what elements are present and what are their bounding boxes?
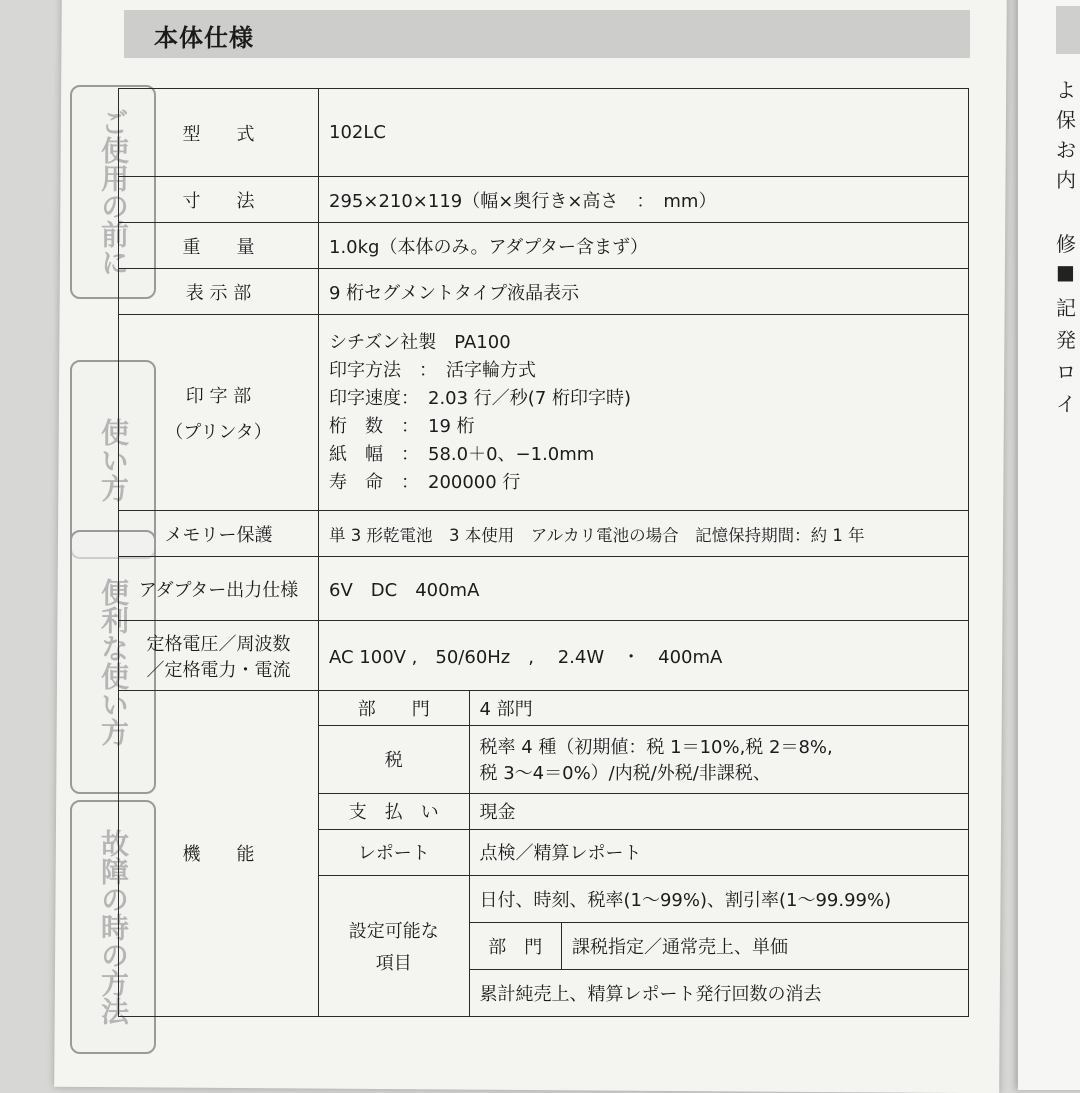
spec-row-adapter [119,557,969,621]
settings-subtable [469,875,968,1016]
spec-value: 295×210×119（幅×奥行き×高さ ： mm） [319,177,969,223]
next-page-text: 記 [1056,296,1076,320]
function-label [319,875,469,1016]
next-page-text: 修 [1056,232,1076,256]
spec-row-display [119,269,969,315]
spec-value: 6V DC 400mA [319,557,969,621]
function-row-tax [319,725,968,793]
function-label: 税 [319,725,469,793]
page-title: 本体仕様 [154,24,254,52]
next-page-text: イ [1056,392,1076,416]
printer-line: 印字方法 ： 活字輪方式 [329,359,536,381]
next-page-text: 保 [1056,108,1076,132]
settings-value: 日付、時刻、税率(1〜99%)、割引率(1〜99.99%) [479,889,892,911]
function-label: 支 払 い [319,793,469,829]
spec-value: AC 100V , 50/60Hz , 2.4W ・ 400mA [319,621,969,691]
tab-advanced-use: 便利な使い方 [70,530,156,794]
tab-how-to-use: 使い方 [70,360,156,559]
settings-label-line: 設定可能な [348,920,439,942]
spec-value [319,315,969,511]
section-header [124,10,970,58]
settings-row [470,876,969,923]
spec-value: 102LC [319,89,969,177]
spec-row-memory [119,511,969,557]
printer-line: 紙 幅 ： 58.0＋0、−1.0mm [329,443,595,465]
next-page [1018,0,1080,1090]
spec-value: 1.0kg（本体のみ。アダプター含まず） [319,223,969,269]
printer-line: シチズン社製 PA100 [329,331,511,353]
tab-before-use: ご使用の前に [70,85,156,299]
spec-label [119,315,319,511]
spec-table [118,88,969,1017]
spec-label [119,621,319,691]
function-row-report [319,829,968,875]
spec-row-model [119,89,969,177]
function-value: 4 部門 [469,691,968,725]
spec-label: 重 量 [119,223,319,269]
spec-row-functions [119,691,969,1017]
function-value: 点検／精算レポート [469,829,968,875]
spec-value: 9 桁セグメントタイプ液晶表示 [319,269,969,315]
spec-label: 寸 法 [119,177,319,223]
spec-label: メモリー保護 [119,511,319,557]
printer-line: 印字速度： 2.03 行／秒(7 桁印字時) [329,387,632,409]
function-value [469,725,968,793]
settings-row [470,969,969,1016]
spec-label-line: 印 字 部 [185,385,252,407]
functions-subtable [319,691,969,1017]
spec-row-weight [119,223,969,269]
next-page-header [1056,6,1080,54]
spec-row-dimensions [119,177,969,223]
printer-line: 桁 数 ： 19 桁 [329,415,475,437]
settings-row [470,922,969,969]
next-page-text: よ [1056,78,1076,102]
function-row-payment [319,793,968,829]
spec-label-line: ／定格電力・電流 [146,659,291,681]
settings-dept-label: 部 門 [470,922,562,969]
next-page-text: 発 [1056,328,1076,352]
spec-value: 単 3 形乾電池 3 本使用 アルカリ電池の場合 記憶保持期間：約 1 年 [319,511,969,557]
settings-dept-value: 課税指定／通常売上、単価 [562,922,969,969]
spec-label: アダプター出力仕様 [119,557,319,621]
spec-label-line: 定格電圧／周波数 [146,633,291,655]
spec-label-line: （プリンタ） [165,421,272,443]
printer-line: 寿 命 ： 200000 行 [329,471,521,493]
next-page-text: ロ [1056,360,1076,384]
spec-label: 表 示 部 [119,269,319,315]
next-page-text: ■ [1056,260,1075,284]
settings-value: 累計純売上、精算レポート発行回数の消去 [470,969,969,1016]
function-label: 部 門 [319,691,469,725]
spec-row-rating [119,621,969,691]
spec-label: 型 式 [119,89,319,177]
tax-line: 税率 4 種（初期値：税 1＝10%,税 2＝8%, [479,737,833,758]
spec-label: 機 能 [119,691,319,1017]
function-label: レポート [319,829,469,875]
function-value: 現金 [469,793,968,829]
spec-row-printer [119,315,969,511]
next-page-text: 内 [1056,168,1076,192]
tax-line: 税 3〜4＝0%）/内税/外税/非課税、 [479,763,771,784]
next-page-text: お [1056,138,1076,162]
function-row-settings [319,875,968,1016]
tab-troubleshooting: 故障の時の方法 [70,800,156,1054]
settings-label-line: 項目 [375,952,412,974]
function-row-dept [319,691,968,725]
